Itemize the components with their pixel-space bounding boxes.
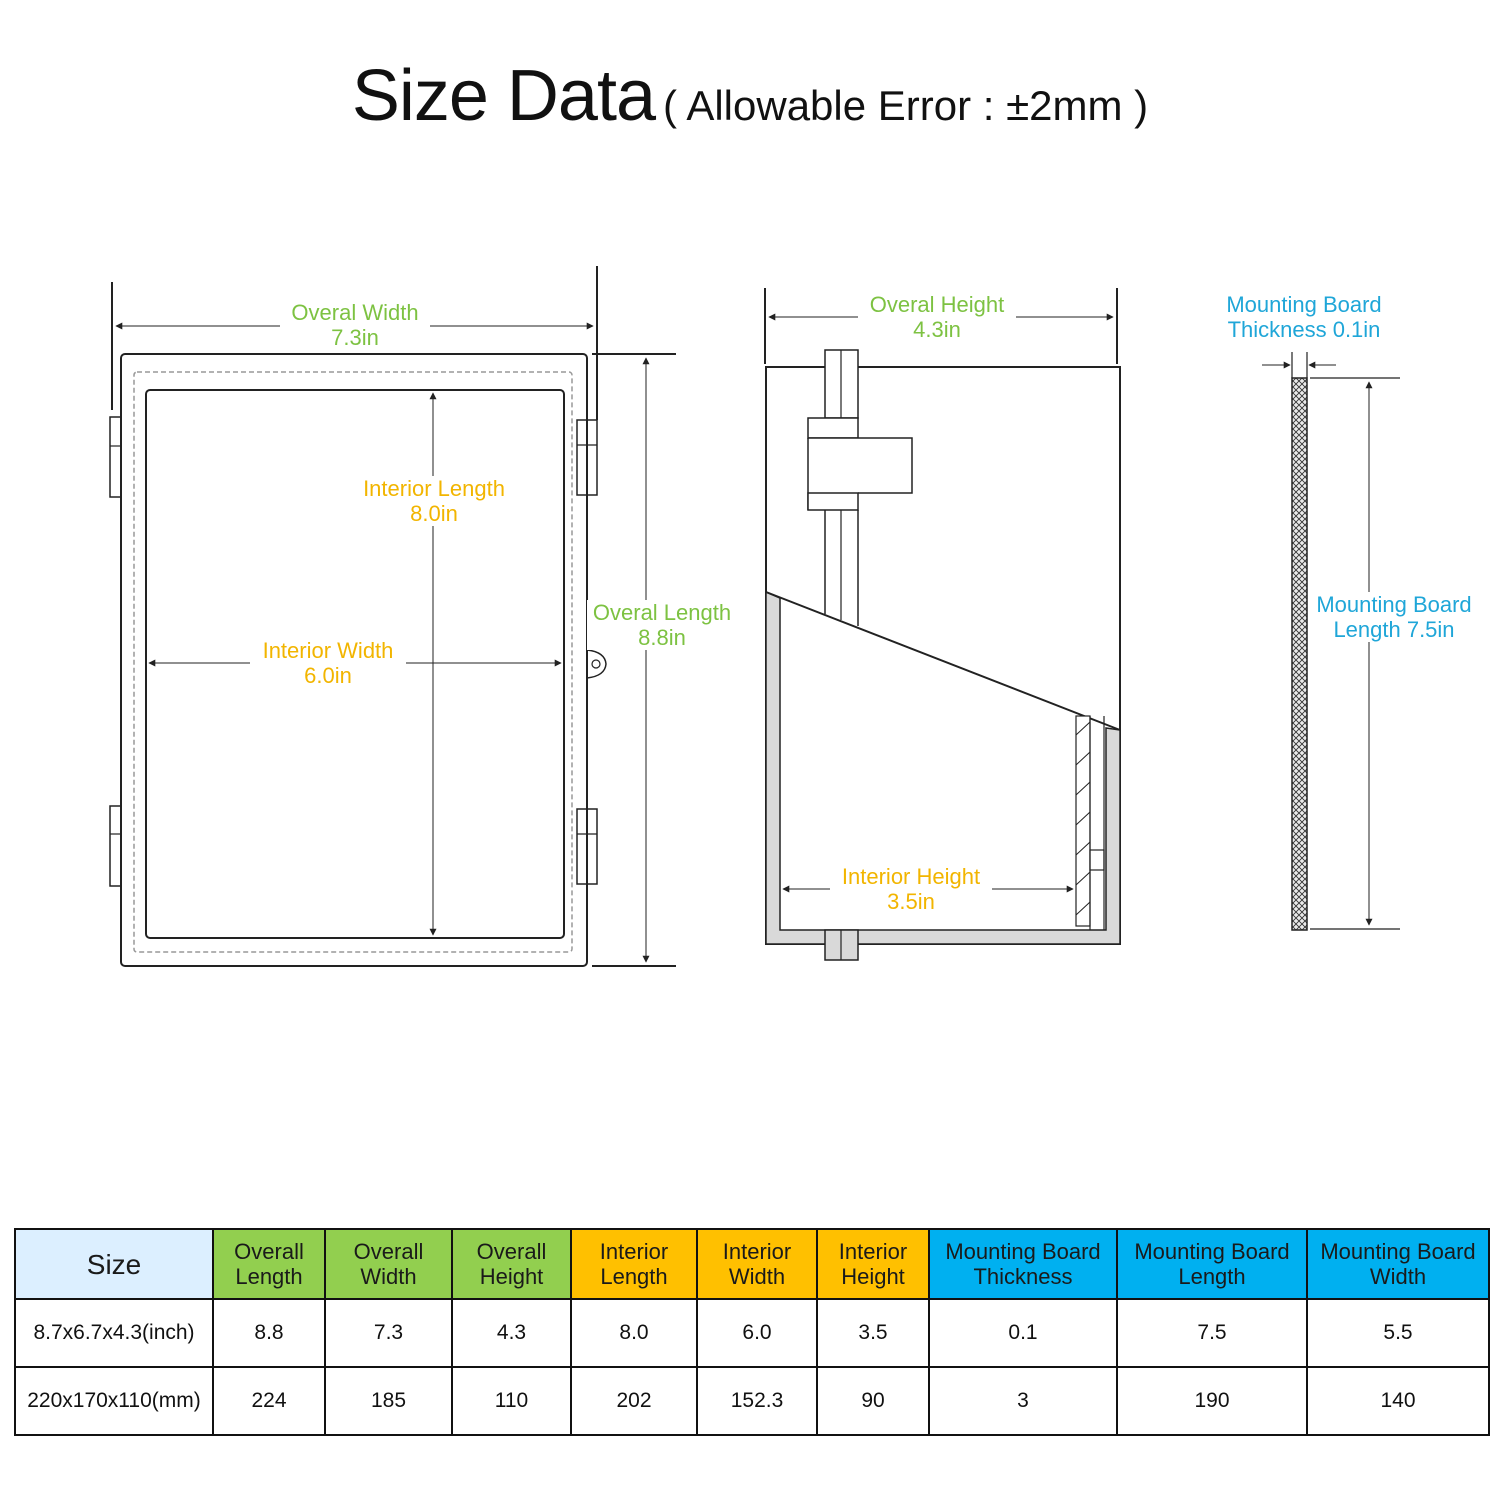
header-line: Interior (722, 1239, 792, 1264)
table-cell: 202 (571, 1367, 697, 1435)
header-line: Length (600, 1264, 668, 1289)
table-cell: 7.5 (1117, 1299, 1307, 1367)
header-line: Overall (476, 1239, 547, 1264)
header-line: Height (841, 1264, 905, 1289)
header-board-length (1117, 1229, 1307, 1299)
table-cell: 220x170x110(mm) (15, 1367, 213, 1435)
header-line: Mounting Board (1320, 1239, 1476, 1264)
header-line: Width (360, 1264, 417, 1289)
table-cell: 3.5 (817, 1299, 929, 1367)
table-cell: 8.8 (213, 1299, 325, 1367)
table-cell: 90 (817, 1367, 929, 1435)
table-cell: 7.3 (325, 1299, 452, 1367)
board-thickness-label-line1: Mounting Board (1226, 292, 1382, 317)
table-cell: 5.5 (1307, 1299, 1489, 1367)
board-thickness-label-line2: Thickness 0.1in (1227, 317, 1381, 342)
header-line: Interior (838, 1239, 908, 1264)
overall-length-label (587, 600, 737, 650)
size-table (14, 1228, 1490, 1436)
table-cell: 4.3 (452, 1299, 571, 1367)
header-line: Overall (234, 1239, 304, 1264)
overall-length-label-line1: Overal Length (592, 600, 732, 625)
table-cell: 185 (325, 1367, 452, 1435)
table-cell: 6.0 (697, 1299, 817, 1367)
interior-length-label (353, 476, 515, 526)
header-line: Width (728, 1264, 786, 1289)
table-row (15, 1299, 1489, 1367)
header-line: Overall (353, 1239, 424, 1264)
overall-length-label-line2: 8.8in (638, 625, 686, 650)
overall-height-label-line1: Overal Height (869, 292, 1005, 317)
board-length-label-line1: Mounting Board (1316, 592, 1472, 617)
interior-width-label-line2: 6.0in (304, 663, 352, 688)
header-board-thickness (929, 1229, 1117, 1299)
table-cell: 110 (452, 1367, 571, 1435)
header-overall-length (213, 1229, 325, 1299)
interior-width-label-line1: Interior Width (262, 638, 394, 663)
overall-height-label-line2: 4.3in (913, 317, 961, 342)
table-cell: 3 (929, 1367, 1117, 1435)
interior-height-label-line1: Interior Height (841, 864, 981, 889)
interior-length-label-line2: 8.0in (410, 501, 458, 526)
header-size: Size (15, 1229, 213, 1299)
interior-height-label-line2: 3.5in (887, 889, 935, 914)
header-line: Height (479, 1264, 544, 1289)
header-line: Width (1369, 1264, 1427, 1289)
title-main: Size Data (351, 56, 655, 136)
header-line: Mounting Board (945, 1239, 1101, 1264)
table-cell: 8.7x6.7x4.3(inch) (15, 1299, 213, 1367)
table-cell: 140 (1307, 1367, 1489, 1435)
interior-width-label (250, 638, 406, 688)
header-interior-length (571, 1229, 697, 1299)
header-interior-height (817, 1229, 929, 1299)
table-cell: 190 (1117, 1367, 1307, 1435)
table-row (15, 1367, 1489, 1435)
header-overall-height (452, 1229, 571, 1299)
interior-length-label-line1: Interior Length (363, 476, 505, 501)
board-length-label-line2: Length 7.5in (1333, 617, 1455, 642)
overall-height-label (858, 292, 1016, 342)
overall-width-label (280, 300, 430, 350)
board-length-label (1309, 592, 1479, 642)
table-cell: 0.1 (929, 1299, 1117, 1367)
header-board-width (1307, 1229, 1489, 1299)
table-cell: 224 (213, 1367, 325, 1435)
header-line: Length (235, 1264, 303, 1289)
header-interior-width (697, 1229, 817, 1299)
title-subtitle: ( Allowable Error : ±2mm ) (663, 82, 1149, 129)
overall-width-label-line2: 7.3in (331, 325, 379, 350)
table-cell: 8.0 (571, 1299, 697, 1367)
header-line: Mounting Board (1134, 1239, 1290, 1264)
header-overall-width (325, 1229, 452, 1299)
header-line: Thickness (973, 1264, 1073, 1289)
table-header-row (15, 1229, 1489, 1299)
table-cell: 152.3 (697, 1367, 817, 1435)
header-line: Length (1178, 1264, 1246, 1289)
board-thickness-label (1214, 292, 1394, 342)
interior-height-label (830, 864, 992, 914)
header-line: Interior (599, 1239, 669, 1264)
overall-width-label-line1: Overal Width (291, 300, 419, 325)
